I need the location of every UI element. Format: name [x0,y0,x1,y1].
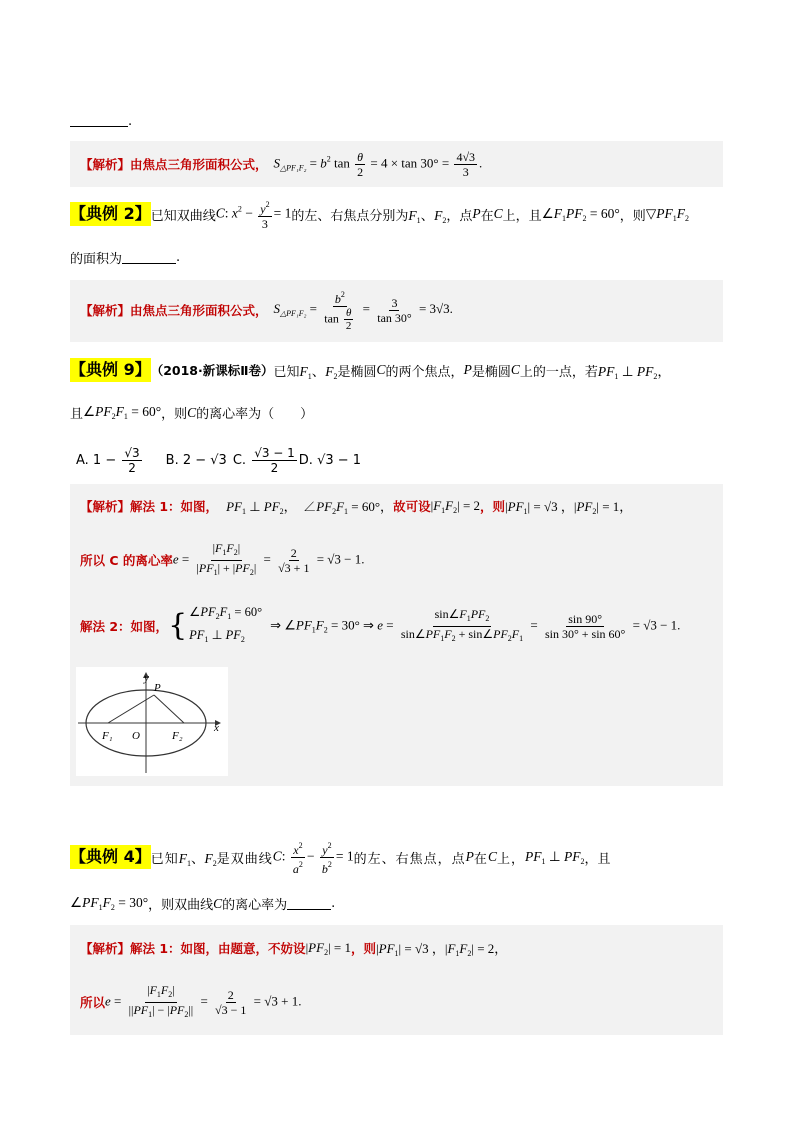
example-9-tag: 【典例 9】 [70,358,151,382]
ex9-method1-line1: 【解析】解法 1：如图， $PF_1$ ⊥ $PF_2$， $\angle PF_2F_1 = 60^\circ$， 故可设 $|F_1F_2| = 2$ ，则 $|PF_1| = √3$ ，$|PF_2| = 1$， [80,497,633,516]
fig-p-label: P [154,682,161,694]
option-a[interactable]: A. 1 − $\frac{√3}{2}$ [76,445,140,475]
ex9-method1-line2: 所以 C 的离心率 e = $\frac{|F_1F_2|}{|PF_1| + |PF_2|}$ = $\frac{2}{√3 + 1}$ = √3 − 1. [80,540,365,577]
example-9-line1: 【典例 9】 （2018·新课标Ⅱ卷） 已知 $F_1$、$F_2$ 是椭圆 C 的两个焦点， P 是椭圆 C 上的一点，若 $PF_1$ ⊥ $PF_2$， [70,360,671,381]
example-2-line2: 的面积为 . [70,250,181,267]
option-d[interactable]: D. √3 − 1 [298,452,362,468]
fig-x-label: x [214,722,219,734]
example-4-tag: 【典例 4】 [70,845,151,869]
fig-y-label: y [144,672,149,684]
option-b[interactable]: B. 2 − √3 [165,452,227,468]
hyperbola-equation: C: $x^2$ − $\frac{y^2}{3}$ = 1 [215,199,292,231]
top-answer-blank: . [70,114,132,129]
ellipse-figure [76,667,228,776]
example-4-line2: $\angle PF_1F_2 = 30^\circ$ ，则双曲线 C 的离心率为 . [70,895,336,913]
example-2-line1: 【典例 2】 已知双曲线 C: $x^2$ − $\frac{y^2}{3}$ = 1 的左、右焦点分别为 $F_1$、$F_2$ ，点 P 在 C 上，且 $\angle F_1PF_2 = 60^\circ$ ，则 $▽PF_1F_2$ [70,199,689,231]
solution-line-prev [80,148,482,180]
option-c[interactable]: C. $\frac{√3 - 1}{2}$ [232,445,295,475]
area-formula: $S_{\triangle PF_1F_2} = b^2$ tan $\frac{\theta}{2}$ = 4 × tan 30° = $\frac{4√3}{3}$ . [273,149,483,179]
fig-f1-label: F₁ [102,730,113,742]
example-9-line2: 且 $\angle PF_2F_1 = 60^\circ$ ，则 C 的离心率为（ ） [70,404,314,422]
ellipse-diagram [76,667,228,776]
ex4-method1-line1: 【解析】解法 1：如图，由题意，不妨设 $|PF_2| = 1$ ，则 $|PF_1| = √3$ ，$|F_1F_2| = 2$， [80,939,508,958]
example-9-options [76,442,361,478]
solution-line-ex2: 【解析】由焦点三角形面积公式， $S_{\triangle PF_1F_2}$ = $b^2$ tan $\frac{\theta}{2}$ = $\frac{3}{\tan 30^\circ}$ = 3√3. [80,290,453,332]
ex4-method1-line2: 所以 e = $\frac{|F_1F_2|}{||PF_1| - |PF_2||}$ = $\frac{2}{√3 - 1}$ = √3 + 1. [80,982,302,1019]
fig-o-label: O [132,730,140,742]
example-4-line1: 【典例 4】 已知 $F_1$、$F_2$ 是双曲线 C: $\frac{x^2}{a^2}$ − $\frac{y^2}{b^2}$ = 1 的左、右焦点，点 P 在 C 上， $PF_1$ ⊥ $PF_2$ ，且 [70,840,611,876]
example-2-tag: 【典例 2】 [70,202,151,226]
fig-f2-label: F₂ [172,730,183,742]
ex9-method2-line: 解法 2：如图， { $\angle PF_2F_1 = 60^\circ$ $PF_1$ ⊥ $PF_2$ ⇒ $\angle PF_1F_2 = 30^\circ$ ⇒ e = $\frac{\sin\angle F_1PF_2}{\sin\angle PF_1F_2 + \sin\angle PF_2F_1}$ = $\frac{\sin 90^\circ}{\sin 30^\circ + \sin 60^\circ}$ = √3 − 1. [80,605,681,644]
solution-label: 【解析】由焦点三角形面积公式， [80,157,268,172]
